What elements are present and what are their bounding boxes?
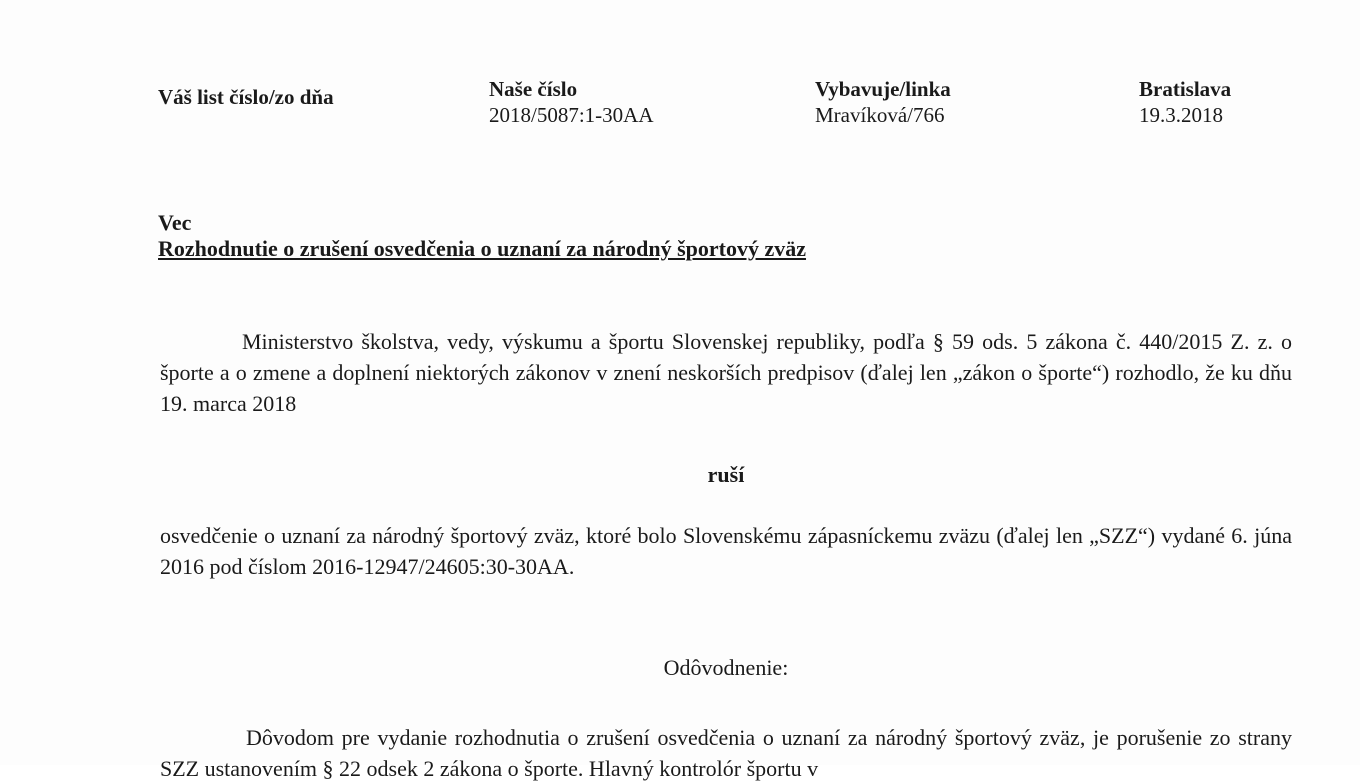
your-letter-column — [158, 84, 334, 110]
subject-label: Vec — [158, 210, 192, 235]
place-date-column — [1139, 76, 1231, 128]
handled-by-column — [815, 76, 951, 128]
reasoning-heading: Odôvodnenie: — [663, 655, 789, 680]
our-number-value: 2018/5087:1-30AA — [489, 103, 654, 127]
handled-by-label: Vybavuje/linka — [815, 77, 951, 101]
reasoning-paragraph: Dôvodom pre vydanie rozhodnutia o zrušení osvedčenia o uznaní za národný športový zväz, je porušenie zo strany SZZ ustanovením § 22 odsek 2 zákona o športe. Hlavný kontrolór športu v — [160, 725, 1292, 781]
your-letter-label: Váš list číslo/zo dňa — [158, 85, 334, 109]
handled-by-value: Mravíková/766 — [815, 103, 945, 127]
certificate-paragraph: osvedčenie o uznaní za národný športový zväz, ktoré bolo Slovenskému zápasníckemu zväzu (ďalej len „SZZ“) vydané 6. júna 2016 pod číslom 2016-12947/24605:30-30AA. — [160, 523, 1292, 579]
decision-verb: ruší — [707, 462, 745, 487]
intro-paragraph: Ministerstvo školstva, vedy, výskumu a športu Slovenskej republiky, podľa § 59 ods. 5 zákona č. 440/2015 Z. z. o športe a o zmene a doplnení niektorých zákonov v znení neskorších predpisov (ďalej len „zákon o športe“) rozhodlo, že ku dňu 19. marca 2018 — [160, 329, 1292, 416]
date-value: 19.3.2018 — [1139, 103, 1223, 127]
place-label: Bratislava — [1139, 77, 1232, 101]
our-number-column — [489, 76, 654, 128]
our-number-label: Naše číslo — [489, 77, 578, 101]
subject-title: Rozhodnutie o zrušení osvedčenia o uznaní za národný športový zväz — [158, 236, 807, 261]
